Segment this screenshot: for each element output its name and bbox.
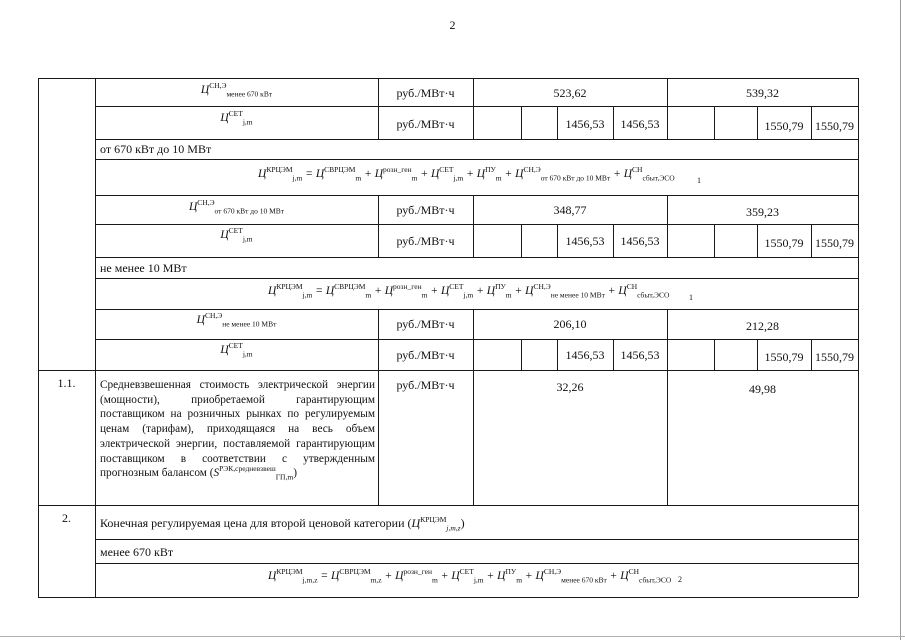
row10-value-c: 1550,79 [764,350,804,364]
row6-label: $Ц^{СЕТ}_{j,m}$ [220,226,253,244]
row2-unit: руб./МВт·ч [396,117,455,131]
row10-value-d: 1550,79 [815,350,854,364]
row11-description: Средневзвешенная стоимость электрической энергии (мощности), приобретаемой гарантирующим поставщиком на розничных рынках по регулируемым ценам (тарифам), приходящаяся на весь объем электрической энергии, поставляемой гарантирующим поставщиком в соответствии с утвержденным прогнозным балансом $(S^{РЭК,средневзвеш}_{ГП,m})$ [100,379,375,482]
row9-unit: руб./МВт·ч [396,317,455,331]
row4-footnote: 1 [697,176,701,185]
row5-label: $Ц^{СН,Э}_{от 670 кВт до 10 МВт}$ [188,198,285,216]
row6-value-c: 1550,79 [764,236,804,250]
row9-label: $Ц^{СН,Э}_{не менее 10 МВт}$ [196,311,277,329]
row1-unit: руб./МВт·ч [396,86,455,100]
row2-label: $Ц^{СЕТ}_{j,m}$ [220,109,253,127]
row1-value-2: 539,32 [746,86,779,100]
row6-value-a: 1456,53 [565,234,605,248]
row5-unit: руб./МВт·ч [396,203,455,217]
row3-label: от 670 кВт до 10 МВт [100,142,212,156]
row11-unit: руб./МВт·ч [396,378,455,392]
row10-label: $Ц^{СЕТ}_{j,m}$ [220,341,253,359]
row14-formula: $Ц^{КРЦЭМ}_{j,m,z} = Ц^{СВРЦЭМ}_{m,z} + Ц^{розн\_ген}_m + Ц^{СЕТ}_{j,m} + Ц^{ПУ}_m + Ц^{СН,Э}_{менее 670 кВт} + Ц^{СН}_{сбыт,ЭСО}$ [268,567,672,585]
row4-formula: $Ц^{КРЦЭМ}_{j,m} = Ц^{СВРЦЭМ}_m + Ц^{розн\_ген}_m + Ц^{СЕТ}_{j,m} + Ц^{ПУ}_m + Ц^{СН,Э}_{от 670 кВт до 10 МВт} + Ц^{СН}_{сбыт,ЭСО}$ [258,165,675,183]
row14-footnote: 2 [678,575,682,584]
page-number: 2 [449,18,456,32]
row5-value-2: 359,23 [746,205,779,219]
row6-value-d: 1550,79 [815,236,854,250]
row1-value-1: 523,62 [553,86,587,100]
row12-number: 2. [62,511,71,525]
row11-value-2: 49,98 [749,382,776,396]
row2-value-a: 1456,53 [565,117,605,131]
row10-value-a: 1456,53 [565,348,605,362]
row9-value-2: 212,28 [746,319,779,333]
row2-value-c: 1550,79 [764,119,804,133]
row2-value-b: 1456,53 [620,117,660,131]
row8-footnote: 1 [689,293,693,302]
row8-formula: $Ц^{КРЦЭМ}_{j,m} = Ц^{СВРЦЭМ}_m + Ц^{розн\_ген}_m + Ц^{СЕТ}_{j,m} + Ц^{ПУ}_m + Ц^{СН,Э}_{не менее 10 МВт} + Ц^{СН}_{сбыт,ЭСО}$ [268,282,670,300]
row13-label: менее 670 кВт [100,545,174,559]
row11-number: 1.1. [57,376,76,390]
row10-unit: руб./МВт·ч [396,348,455,362]
page-edge-line [900,0,901,640]
page-bottom-edge [0,636,905,637]
row7-label: не менее 10 МВт [100,261,187,275]
row5-value-1: 348,77 [553,203,587,217]
row2-value-d: 1550,79 [815,119,854,133]
row12-title: Конечная регулируемая цена для второй ценовой категории $(Ц^{КРЦЭМ}_{j,m,z})$ [100,515,465,533]
row9-value-1: 206,10 [553,317,587,331]
row10-value-b: 1456,53 [620,348,660,362]
row11-value-1: 32,26 [556,380,584,394]
row1-label: $Ц^{СН,Э}_{менее 670 кВт}$ [200,81,273,99]
row6-unit: руб./МВт·ч [396,234,455,248]
row6-value-b: 1456,53 [620,234,660,248]
